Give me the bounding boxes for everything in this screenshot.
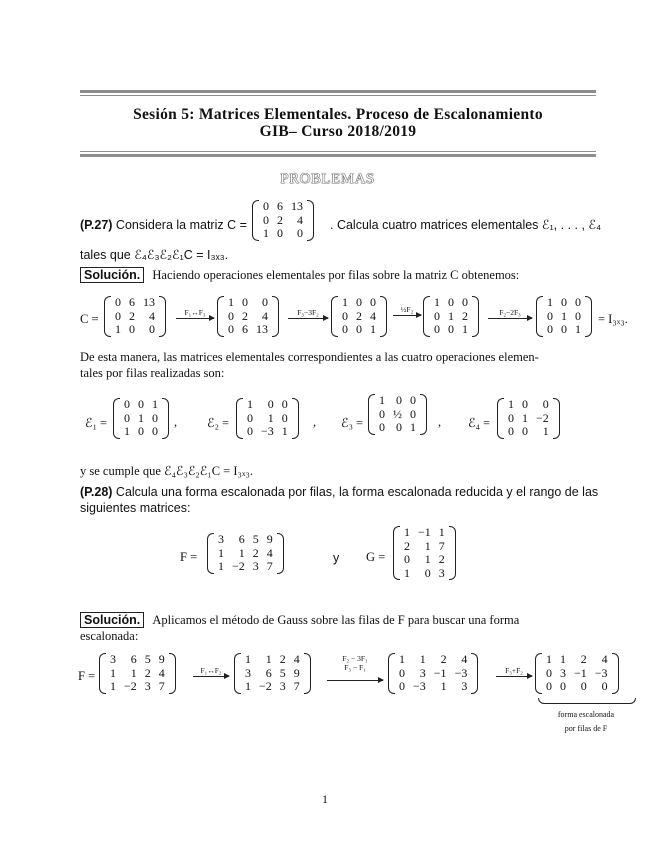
matrix-entry: −2 (232, 559, 245, 573)
matrix-entry: 1 (438, 525, 445, 539)
matrix-entry: 1 (399, 652, 405, 666)
F-chain-arrow-1: F₁↔F₂ (193, 666, 229, 677)
matrix-entry: 1 (247, 397, 253, 411)
matrix-entry: 1 (218, 559, 224, 573)
F-chain-arrow-2: F₂ − 3F₁ F₃ − F₁ (327, 654, 383, 681)
chain-arrow-4: F₂−2F₃ (488, 308, 532, 319)
matrix-entry: 5 (144, 652, 151, 666)
comma-3: , (438, 415, 442, 429)
page-number: 1 (322, 792, 328, 806)
matrix-entry: 0 (242, 295, 248, 309)
matrix-entry: 1 (228, 295, 234, 309)
matrix-entry: −2 (259, 679, 272, 693)
matrix-entry: −2 (124, 679, 137, 693)
matrix-entry: 0 (434, 322, 440, 336)
matrix-entry: 1 (424, 538, 431, 553)
matrix-entry: 0 (281, 397, 288, 411)
matrix-entry: 5 (252, 532, 259, 546)
matrix-entry: 6 (277, 199, 283, 213)
matrix-entry: 1 (561, 308, 567, 323)
left-paren (423, 296, 430, 337)
right-paren (380, 296, 387, 337)
E3-label: ℰ₃ = (341, 416, 364, 430)
matrix-entry: 1 (547, 295, 553, 309)
F-chain-matrix-0 (99, 653, 176, 694)
matrix-entry: 0 (508, 410, 514, 425)
matrix-entry: 1 (110, 679, 116, 693)
matrix-entry: 2 (279, 652, 286, 666)
matrix-entry: 0 (267, 397, 274, 411)
F-label: F = (180, 550, 198, 564)
matrix-entry: 3 (279, 679, 286, 693)
comma-1: , (174, 415, 178, 429)
matrix-entry: 0 (396, 420, 402, 434)
chain-matrix-1 (217, 296, 279, 337)
right-paren (277, 533, 284, 574)
matrix-entry: 1 (508, 397, 514, 411)
matrix-entry: 1 (238, 545, 245, 560)
matrix-entry: 0 (575, 295, 581, 309)
matrix-G (393, 526, 456, 580)
matrix-entry: 4 (158, 665, 165, 680)
matrix-entry: 2 (438, 552, 445, 566)
p28-text-b: siguientes matrices: (80, 501, 191, 515)
matrix-entry: 0 (228, 322, 234, 336)
matrix-entry: ½ (393, 406, 402, 421)
matrix-entry: 2 (440, 652, 447, 666)
matrix-entry: 1 (462, 322, 468, 336)
matrix-entry: 3 (461, 679, 468, 693)
matrix-entry: 0 (356, 295, 362, 309)
matrix-entry: 0 (522, 397, 528, 411)
matrix-entry: 2 (277, 212, 283, 227)
right-paren (162, 398, 169, 439)
matrix-entry: 0 (124, 397, 130, 411)
matrix-entry: 4 (293, 652, 300, 666)
matrix-entry: 3 (144, 679, 151, 693)
matrix-entry: 13 (256, 322, 268, 336)
matrix-entry: 1 (110, 665, 116, 680)
p27-label: (P.27) (80, 218, 113, 232)
matrix-entry: 0 (115, 308, 121, 323)
matrix-entry: 0 (379, 420, 385, 434)
matrix-entry: 1 (542, 424, 549, 438)
conj-y: y (333, 551, 340, 565)
matrix-entry: 0 (508, 424, 514, 438)
matrix-entry: 1 (281, 424, 288, 438)
matrix-entry: 0 (547, 308, 553, 323)
matrix-entry: 4 (370, 308, 376, 323)
chain-matrix-2 (331, 296, 387, 337)
matrix-entry: 1 (440, 679, 447, 693)
left-paren (388, 653, 395, 694)
matrix-entry: 0 (247, 424, 253, 438)
matrix-E3 (368, 394, 427, 435)
matrix-entry: 0 (356, 322, 362, 336)
matrix-entry: 1 (115, 322, 121, 336)
matrix-entry: 6 (129, 295, 135, 309)
matrix-entry: 0 (561, 295, 567, 309)
p27-conclusion: y se cumple que ℰ₄ℰ₃ℰ₂ℰ₁C = I₃ₓ₃. (80, 464, 253, 478)
chain-arrow-1: F₁↔F₃ (176, 308, 214, 319)
left-paren (217, 296, 224, 337)
matrix-entry: 1 (245, 679, 251, 693)
matrix-entry: 0 (560, 679, 566, 693)
left-paren (536, 296, 543, 337)
matrix-entry: 1 (419, 652, 426, 666)
matrix-entry: 3 (218, 532, 224, 546)
matrix-entry: 0 (379, 406, 385, 421)
matrix-entry: −3 (594, 665, 608, 680)
matrix-entry: 0 (396, 393, 402, 407)
matrix-entry: 0 (138, 424, 144, 438)
matrix-E4 (497, 398, 560, 439)
matrix-entry: 1 (404, 565, 410, 580)
matrix-entry: 0 (399, 665, 405, 680)
p27-text-c: tales que ℰ₄ℰ₃ℰ₂ℰ₁C = I₃ₓ₃. (80, 248, 229, 262)
left-paren (393, 526, 400, 580)
right-paren (159, 296, 166, 337)
matrix-entry: 0 (462, 295, 468, 309)
left-paren (113, 398, 120, 439)
p28-statement (80, 484, 598, 500)
matrix-entry: 1 (448, 308, 454, 323)
matrix-entry: 1 (379, 393, 385, 407)
matrix-entry: 1 (342, 295, 348, 309)
matrix-entry: 0 (129, 322, 135, 336)
matrix-entry: 0 (448, 295, 454, 309)
F-chain-matrix-3 (535, 653, 619, 694)
matrix-entry: 9 (158, 652, 165, 666)
matrix-entry: 3 (245, 665, 251, 680)
F-chain-matrix-1 (234, 653, 311, 694)
matrix-entry: 0 (247, 410, 253, 425)
matrix-entry: 0 (580, 679, 587, 693)
matrix-entry: 1 (370, 322, 376, 336)
matrix-entry: 0 (115, 295, 121, 309)
matrix-entry: 1 (218, 545, 224, 560)
matrix-entry: 1 (404, 525, 410, 539)
right-paren (585, 296, 592, 337)
brace-label-2: por filas de F (564, 724, 608, 733)
p28-text-a: Calcula una forma escalonada por filas, la forma escalonada reducida y el rango de las (115, 485, 599, 499)
matrix-entry: 6 (265, 665, 272, 680)
matrix-entry: 0 (410, 393, 416, 407)
bottom-rule-thin (80, 151, 596, 152)
matrix-entry: −2 (536, 410, 549, 425)
matrix-entry: 3 (252, 559, 259, 573)
matrix-entry: 4 (266, 545, 273, 560)
matrix-entry: 1 (424, 552, 431, 566)
left-paren (234, 653, 241, 694)
matrix-entry: 2 (252, 545, 259, 560)
p27-solution-label: Solución. (80, 267, 144, 283)
chain-lhs: C = (80, 312, 99, 326)
bottom-rule-thick (80, 154, 596, 157)
matrix-entry: 0 (281, 410, 288, 425)
matrix-entry: 13 (291, 199, 303, 213)
matrix-entry: 0 (547, 322, 553, 336)
matrix-entry: 0 (277, 226, 283, 240)
matrix-entry: 3 (438, 565, 445, 580)
matrix-entry: 1 (560, 652, 566, 666)
matrix-entry: 4 (297, 212, 303, 227)
matrix-entry: 0 (561, 322, 567, 336)
matrix-entry: 4 (149, 308, 155, 323)
matrix-entry: 7 (438, 538, 445, 553)
matrix-entry: −3 (413, 679, 426, 693)
left-paren (99, 653, 106, 694)
matrix-entry: 2 (129, 308, 135, 323)
matrix-entry: 0 (522, 424, 528, 438)
title-line-2: GIB– Curso 2018/2019 (259, 123, 417, 140)
matrix-entry: 1 (152, 397, 158, 411)
p27-statement (80, 217, 247, 233)
matrix-entry: 0 (424, 565, 431, 580)
chain-arrow-2: F₃−3F₂ (288, 308, 328, 319)
matrix-entry: 0 (410, 406, 416, 421)
matrix-entry: 3 (110, 652, 116, 666)
matrix-entry: 0 (404, 552, 410, 566)
chain-arrow-3: ½F₂ (393, 305, 421, 316)
left-paren (104, 296, 111, 337)
top-rule-thin (80, 95, 596, 96)
top-rule-thick (80, 90, 596, 93)
right-paren (472, 296, 479, 337)
chain-matrix-4 (536, 296, 592, 337)
matrix-entry: 0 (138, 397, 144, 411)
matrix-entry: 1 (124, 424, 130, 438)
matrix-entry: 0 (342, 308, 348, 323)
left-paren (497, 398, 504, 439)
right-paren (449, 526, 456, 580)
matrix-entry: 7 (266, 559, 273, 573)
matrix-entry: 6 (130, 652, 137, 666)
left-paren (535, 653, 542, 694)
matrix-C (252, 200, 314, 241)
right-paren (553, 398, 560, 439)
matrix-entry: 0 (263, 212, 269, 227)
matrix-entry: 0 (546, 665, 552, 680)
G-label: G = (366, 550, 386, 564)
left-paren (236, 398, 243, 439)
matrix-entry: 2 (580, 652, 587, 666)
matrix-entry: 0 (399, 679, 405, 693)
section-title: PROBLEMAS (280, 171, 375, 187)
comma-2: , (313, 415, 317, 429)
matrix-entry: −1 (433, 665, 447, 680)
matrix-entry: 1 (263, 226, 269, 240)
matrix-entry: 2 (356, 308, 362, 323)
matrix-entry: 2 (462, 308, 468, 323)
E1-label: ℰ₁ = (85, 416, 108, 430)
matrix-entry: 1 (410, 420, 416, 434)
matrix-entry: 0 (228, 308, 234, 323)
matrix-entry: 9 (293, 665, 300, 680)
matrix-entry: 0 (262, 295, 268, 309)
matrix-entry: 0 (448, 322, 454, 336)
chain-matrix-0 (104, 296, 166, 337)
matrix-entry: 6 (238, 532, 245, 546)
E4-label: ℰ₄ = (468, 416, 491, 430)
matrix-entry: 0 (601, 679, 608, 693)
p27-solution-text: Haciendo operaciones elementales por filas sobre la matriz C obtenemos: (152, 268, 520, 282)
E2-label: ℰ₂ = (207, 416, 230, 430)
matrix-entry: 1 (138, 410, 144, 425)
F-chain-matrix-2 (388, 653, 478, 694)
p27-text-a: Considera la matriz C = (115, 218, 247, 232)
matrix-entry: 0 (575, 308, 581, 323)
matrix-entry: 1 (265, 652, 272, 666)
right-paren (420, 394, 427, 435)
matrix-entry: 7 (158, 679, 165, 693)
matrix-entry: 1 (130, 665, 137, 680)
right-paren (307, 200, 314, 241)
p27-text-b: . Calcula cuatro matrices elementales ℰ₁, . . . , ℰ₄ (330, 218, 602, 232)
matrix-entry: 1 (245, 652, 251, 666)
title-line-1: Sesión 5: Matrices Elementales. Proceso de Escalonamiento (133, 106, 543, 123)
matrix-entry: 2 (144, 665, 151, 680)
p27-solution-line (80, 267, 519, 283)
matrix-entry: 0 (152, 424, 158, 438)
matrix-entry: 4 (461, 652, 468, 666)
left-paren (368, 394, 375, 435)
matrix-entry: 1 (546, 652, 552, 666)
right-paren (272, 296, 279, 337)
right-paren (612, 653, 619, 694)
brace-label-1: forma escalonada (557, 710, 615, 719)
matrix-entry: 1 (522, 410, 528, 425)
left-paren (331, 296, 338, 337)
matrix-entry: 7 (293, 679, 300, 693)
matrix-E2 (236, 398, 299, 439)
right-paren (292, 398, 299, 439)
right-paren (471, 653, 478, 694)
F-chain-arrow-3: F₃+F₂ (496, 666, 532, 677)
right-paren (304, 653, 311, 694)
matrix-entry: 2 (404, 538, 410, 553)
p28-solution-label: Solución. (80, 612, 144, 628)
left-paren (252, 200, 259, 241)
chain-rhs: = I₃ₓ₃. (598, 312, 628, 326)
matrix-entry: 1 (267, 410, 274, 425)
matrix-entry: 0 (434, 308, 440, 323)
matrix-entry: 0 (124, 410, 130, 425)
p28-label: (P.28) (80, 485, 113, 499)
matrix-entry: 0 (149, 322, 155, 336)
matrix-entry: 1 (575, 322, 581, 336)
matrix-entry: 0 (542, 397, 549, 411)
chain-matrix-3 (423, 296, 479, 337)
matrix-entry: −3 (261, 424, 274, 438)
matrix-entry: −1 (574, 665, 587, 680)
matrix-entry: −1 (418, 525, 431, 539)
p27-para-2: tales por filas realizadas son: (80, 366, 225, 380)
matrix-entry: 4 (601, 652, 608, 666)
matrix-entry: 0 (152, 410, 158, 425)
matrix-entry: −3 (454, 665, 468, 680)
matrix-entry: 0 (370, 295, 376, 309)
matrix-entry: 2 (242, 308, 248, 323)
right-paren (169, 653, 176, 694)
matrix-entry: 0 (297, 226, 303, 240)
p27-para-1: De esta manera, las matrices elementales correspondientes a las cuatro operaciones elemen- (80, 350, 539, 364)
matrix-E1 (113, 398, 169, 439)
matrix-entry: 0 (342, 322, 348, 336)
matrix-F (207, 533, 284, 574)
matrix-entry: 6 (242, 322, 248, 336)
matrix-entry: 4 (262, 308, 268, 323)
matrix-entry: 3 (419, 665, 426, 680)
p28-solution-line (80, 612, 519, 628)
p28-solution-text-1: Aplicamos el método de Gauss sobre las filas de F para buscar una forma (152, 613, 520, 627)
matrix-entry: 13 (143, 295, 155, 309)
matrix-entry: 5 (279, 665, 286, 680)
underbrace (538, 698, 636, 704)
matrix-entry: 0 (263, 199, 269, 213)
matrix-entry: 9 (266, 532, 273, 546)
matrix-entry: 1 (434, 295, 440, 309)
left-paren (207, 533, 214, 574)
matrix-entry: 0 (546, 679, 552, 693)
F-chain-lhs: F = (78, 669, 96, 683)
matrix-entry: 3 (560, 665, 566, 680)
p28-solution-text-2: escalonada: (80, 629, 139, 643)
